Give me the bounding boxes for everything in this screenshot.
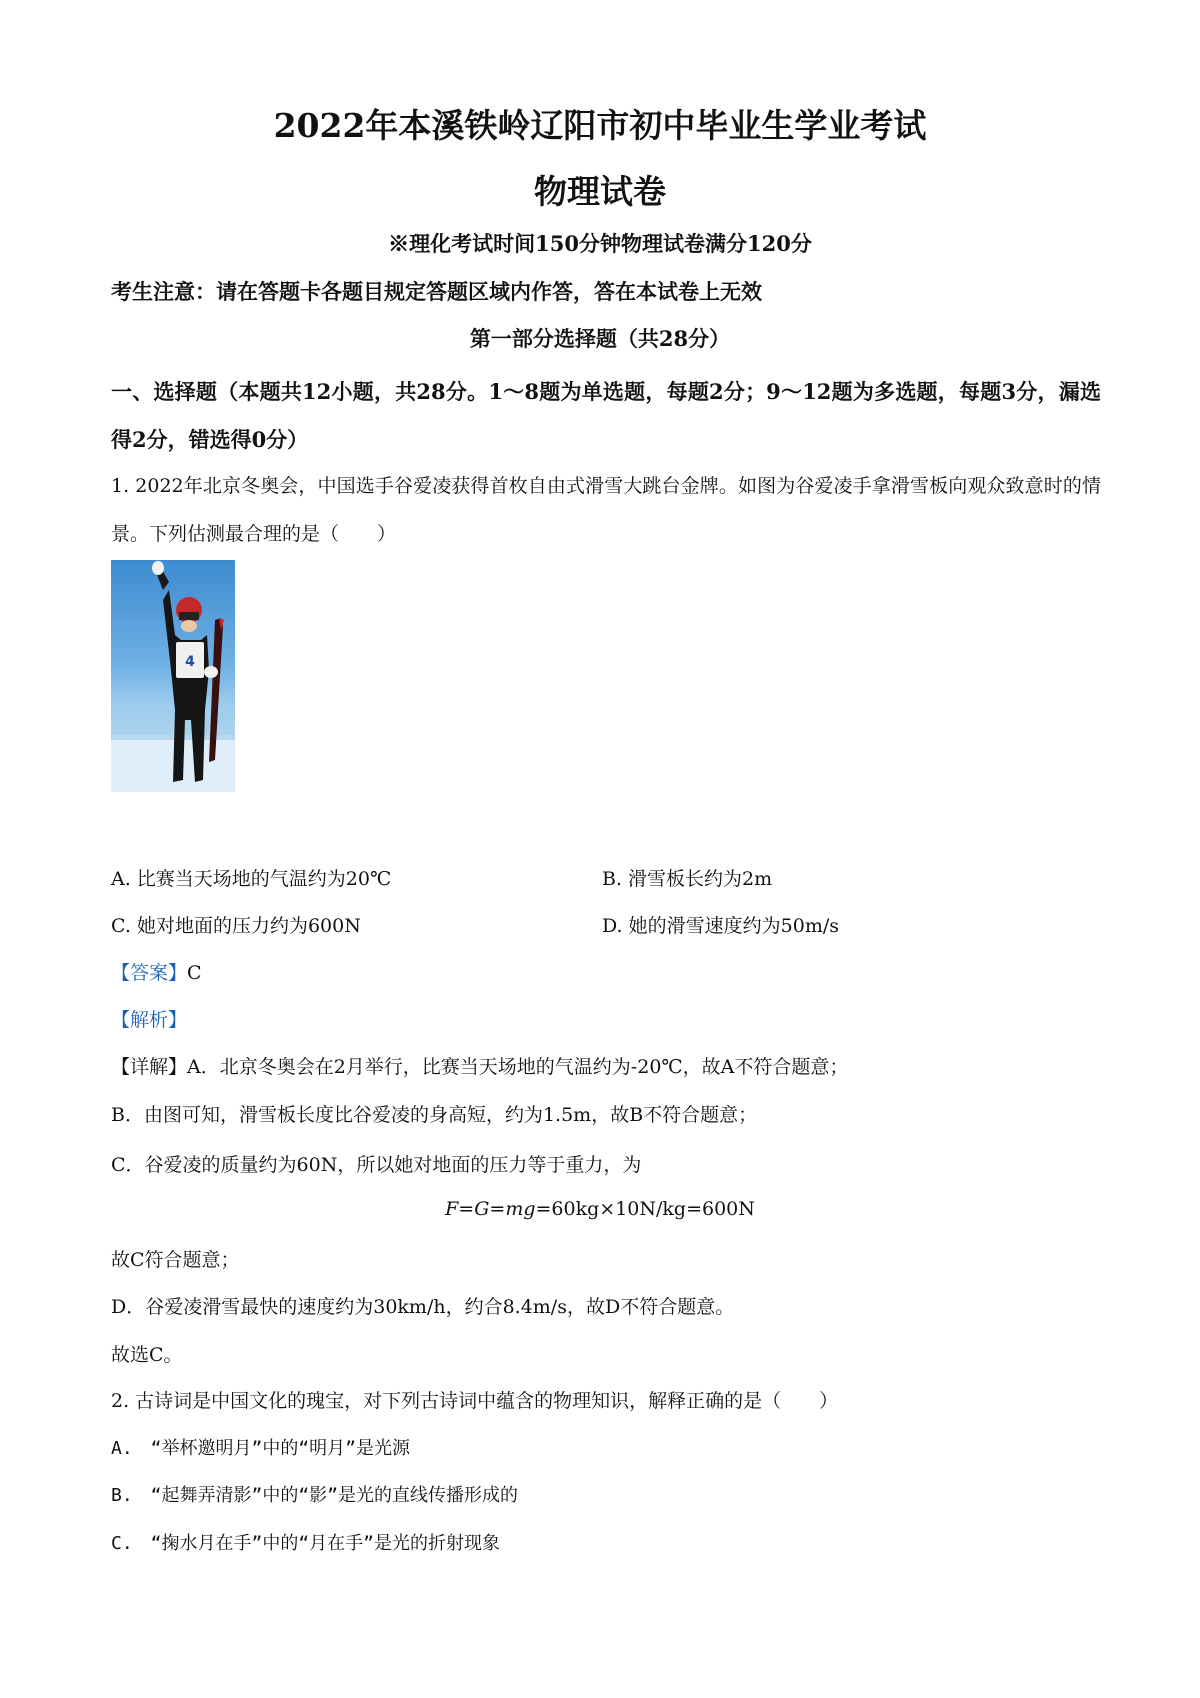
q2-option-c: C. “掬水月在手”中的“月在手”是光的折射现象 [111,1533,501,1554]
skier-photo [111,560,235,792]
q1-option-a: A. 比赛当天场地的气温约为20℃ [111,868,392,890]
formula-eq2: = [489,1198,506,1220]
exam-subject: 物理试卷 [534,172,666,211]
exam-title: 2022年本溪铁岭辽阳市初中毕业生学业考试 [273,106,927,145]
q1-detail-d: D．谷爱凌滑雪最快的速度约为30km/h，约合8.4m/s，故D不符合题意。 [111,1296,735,1318]
formula-rest: =60kg×10N/kg=600N [535,1198,755,1220]
bib-number: 4 [185,654,195,670]
formula-g: G [474,1198,490,1220]
formula-eq1: = [458,1198,475,1220]
analysis-tag: 【解析】 [111,1009,188,1031]
q1-conclusion: 故选C。 [111,1344,183,1366]
q1-detail-b: B．由图可知，滑雪板长度比谷爱凌的身高短，约为1.5m，故B不符合题意； [111,1104,758,1126]
time-info: ※理化考试时间150分钟物理试卷满分120分 [388,231,812,256]
q2-option-a: A. “举杯邀明月”中的“明月”是光源 [111,1438,411,1459]
q1-option-d: D. 她的滑雪速度约为50m/s [602,915,839,937]
part-heading: 第一部分选择题（共28分） [469,326,731,351]
q1-formula [0,1198,1200,1220]
q1-option-c: C. 她对地面的压力约为600N [111,915,361,937]
q1-answer [111,958,202,985]
answer-tag: 【答案】 [111,962,188,984]
formula-mg: mg [505,1198,536,1220]
q1-option-b: B. 滑雪板长约为2m [602,868,773,890]
q1-detail-c: C．谷爱凌的质量约为60N，所以她对地面的压力等于重力，为 [111,1154,642,1176]
formula-f: F [445,1198,459,1220]
question-2-stem: 2. 古诗词是中国文化的瑰宝，对下列古诗词中蕴含的物理知识，解释正确的是（ ） [111,1390,839,1412]
question-1-stem: 1. 2022年北京冬奥会，中国选手谷爱凌获得首枚自由式滑雪大跳台金牌。如图为谷爱凌手拿滑雪板向观众致意时的情景。下列估测最合理的是（ ） [111,475,1101,545]
q1-detail-c2: 故C符合题意； [111,1249,240,1271]
q1-detail-a: 【详解】A．北京冬奥会在2月举行，比赛当天场地的气温约为-20℃，故A不符合题意； [111,1056,849,1078]
skier-figure [111,560,235,792]
answer-value: C [187,962,202,984]
exam-notice: 考生注意：请在答题卡各题目规定答题区域内作答，答在本试卷上无效 [111,279,762,304]
section-instructions: 一、选择题（本题共12小题，共28分。1～8题为单选题，每题2分；9～12题为多选题，每题3分，漏选得2分，错选得0分） [111,379,1101,452]
q2-option-b: B. “起舞弄清影”中的“影”是光的直线传播形成的 [111,1485,519,1506]
